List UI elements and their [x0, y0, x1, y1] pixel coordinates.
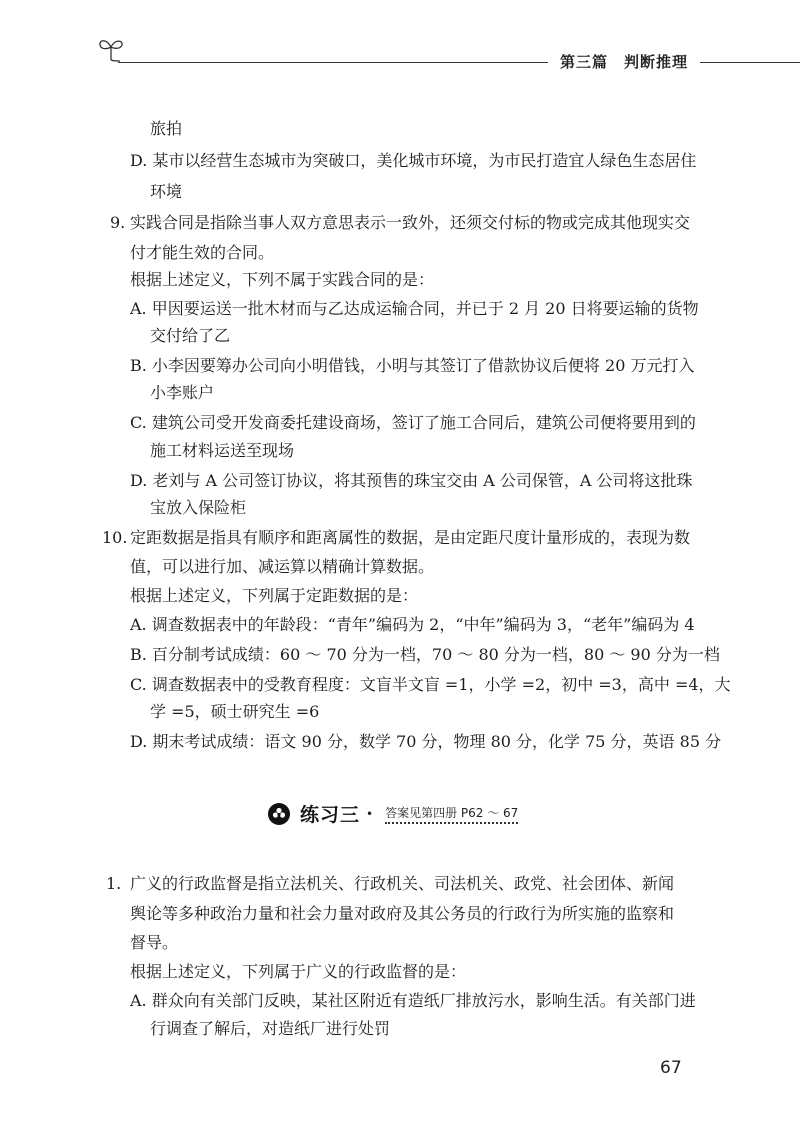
- header-rule-right: [700, 62, 800, 63]
- sprout-icon: [96, 34, 126, 64]
- question-number: 1.: [106, 874, 122, 893]
- text-line: 付才能生效的合同。: [130, 243, 275, 262]
- question-stem: 定距数据是指具有顺序和距离属性的数据，是由定距尺度计量形成的，表现为数: [130, 528, 691, 547]
- option-c: C. 调查数据表中的受教育程度：文盲半文盲 =1，小学 =2，初中 =3，高中 =4，大: [130, 675, 731, 694]
- page-number: 67: [660, 1058, 682, 1078]
- text-line: 督导。: [130, 933, 179, 952]
- question-stem: 广义的行政监督是指立法机关、行政机关、司法机关、政党、社会团体、新闻: [130, 874, 675, 893]
- section-title: 练习三: [300, 804, 361, 826]
- chapter-label: 判断推理: [624, 53, 689, 71]
- part-label: 第三篇: [560, 53, 609, 71]
- text-line: 旅拍: [150, 119, 183, 138]
- question-prompt: 根据上述定义，下列属于广义的行政监督的是：: [130, 962, 467, 981]
- option-a: A. 调查数据表中的年龄段：“青年”编码为 2，“中年”编码为 3，“老年”编码为 4: [130, 615, 695, 634]
- text-line: 行调查了解后，对造纸厂进行处罚: [150, 1019, 391, 1038]
- question-prompt: 根据上述定义，下列不属于实践合同的是：: [130, 270, 435, 289]
- text-line: 环境: [150, 182, 183, 201]
- text-line: 舆论等多种政治力量和社会力量对政府及其公务员的行政行为所实施的监察和: [130, 904, 675, 923]
- header-rule-left: [118, 62, 548, 63]
- text-line: 小李账户: [150, 383, 215, 402]
- text-line: 值，可以进行加、减运算以精确计算数据。: [130, 557, 435, 576]
- option-d: D. 期末考试成绩：语文 90 分，数学 70 分，物理 80 分，化学 75 分，英语 85 分: [130, 732, 722, 751]
- text-line: 交付给了乙: [150, 326, 231, 345]
- option-d-prev: D. 某市以经营生态城市为突破口，美化城市环境，为市民打造宜人绿色生态居住: [130, 151, 697, 170]
- flower-icon: [268, 803, 290, 825]
- bullet-separator: •: [366, 806, 374, 821]
- option-a: A. 甲因要运送一批木材而与乙达成运输合同，并已于 2 月 20 日将要运输的货物: [130, 299, 699, 318]
- text-line: 施工材料运送至现场: [150, 441, 295, 460]
- text-line: 学 =5，硕士研究生 =6: [150, 702, 320, 721]
- question-number: 10.: [102, 528, 128, 547]
- running-head: [560, 51, 704, 72]
- question-number: 9.: [110, 213, 126, 232]
- question-stem: 实践合同是指除当事人双方意思表示一致外，还须交付标的物或完成其他现实交: [130, 213, 691, 232]
- text-line: 宝放入保险柜: [150, 498, 247, 517]
- answer-reference: 答案见第四册 P62 ～ 67: [385, 804, 518, 824]
- option-c: C. 建筑公司受开发商委托建设商场，签订了施工合同后，建筑公司便将要用到的: [130, 413, 696, 432]
- section-heading: [268, 800, 518, 827]
- question-prompt: 根据上述定义，下列属于定距数据的是：: [130, 586, 419, 605]
- option-b: B. 百分制考试成绩：60 ～ 70 分为一档，70 ～ 80 分为一档，80 ～ 90 分为一档: [130, 645, 720, 664]
- option-d: D. 老刘与 A 公司签订协议，将其预售的珠宝交由 A 公司保管，A 公司将这批珠: [130, 471, 693, 490]
- option-b: B. 小李因要筹办公司向小明借钱，小明与其签订了借款协议后便将 20 万元打入: [130, 356, 695, 375]
- option-a: A. 群众向有关部门反映，某社区附近有造纸厂排放污水，影响生活。有关部门进: [130, 991, 696, 1010]
